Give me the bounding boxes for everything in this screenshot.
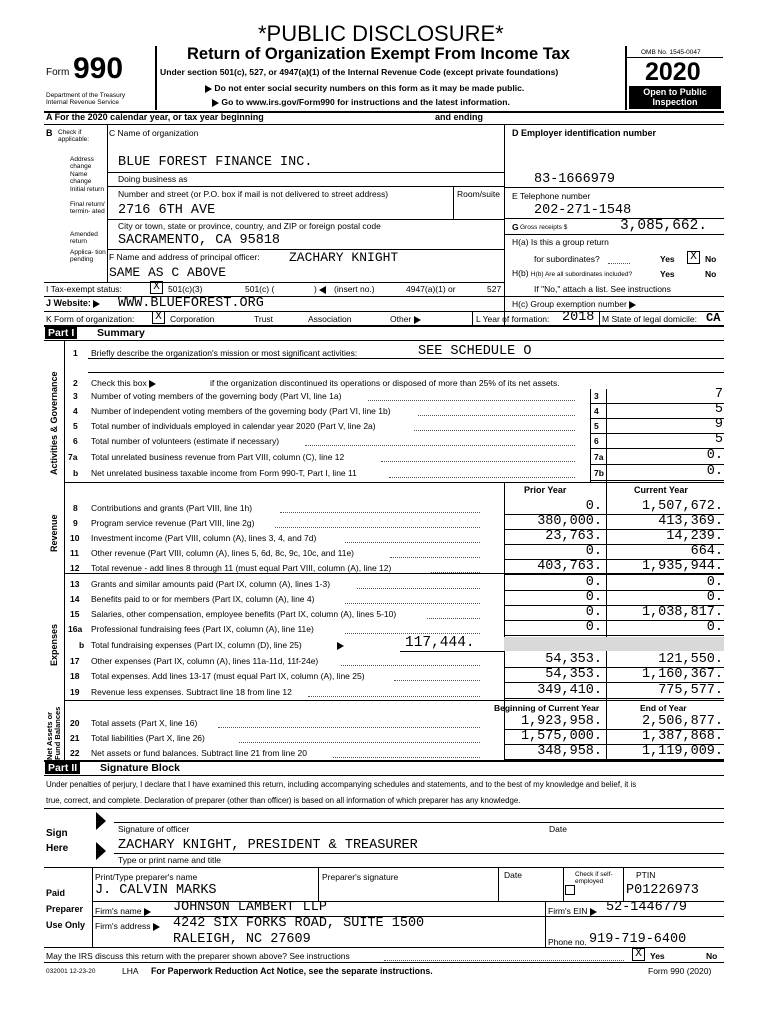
check-if-applicable: Check if applicable: [58, 129, 90, 143]
line2-text: Check this box [91, 378, 156, 388]
fin-line-text: Contributions and grants (Part VIII, line 1h) [91, 503, 253, 513]
line16b-value: 117,444. [405, 635, 475, 651]
discuss-yes-checkbox[interactable]: X [632, 948, 645, 961]
fin-line-text: Benefits paid to or for members (Part IX, column (A), line 4) [91, 594, 315, 604]
eoy-header: End of Year [640, 703, 687, 713]
year-formation-label: L Year of formation: [476, 314, 550, 324]
fin-current-value: 1,387,868. [641, 729, 723, 744]
discuss-no: No [706, 951, 718, 961]
fin-line-leader [333, 757, 480, 758]
gov-line-text: Net unrelated business taxable income from Form 990-T, Part I, line 11 [91, 468, 357, 478]
firm-address-1: 4242 SIX FORKS ROAD, SUITE 1500 [173, 916, 425, 931]
fin-line-text: Salaries, other compensation, employee benefits (Part IX, column (A), lines 5-10) [91, 609, 397, 619]
ein-label: D Employer identification number [512, 128, 657, 138]
arrow-icon [414, 316, 421, 324]
fin-prior-value: 349,410. [537, 683, 602, 698]
fin-line-leader [345, 542, 480, 543]
gov-line-num: 5 [73, 421, 78, 431]
gov-line-value: 9 [714, 417, 723, 432]
gov-line-box: 7a [594, 452, 604, 462]
street-label: Number and street (or P.O. box if mail is not delivered to street address) [118, 189, 389, 199]
501c3-checkbox[interactable]: X [150, 281, 163, 294]
fin-current-value: 1,935,944. [641, 559, 723, 574]
instructions-note: Go to www.irs.gov/Form990 for instructions and the latest information. [212, 97, 510, 107]
gov-line-box: 5 [594, 421, 599, 431]
phone-no-label: Phone no. [548, 937, 587, 947]
preparer-label: Preparer [46, 904, 84, 914]
g-label: G [512, 222, 519, 232]
gov-line-box: 3 [594, 391, 599, 401]
4947-label: 4947(a)(1) or [406, 284, 456, 294]
fin-prior-value: 0. [585, 605, 602, 620]
fin-line-leader [394, 680, 480, 681]
arrow-icon [337, 642, 344, 650]
ha-yes: Yes [660, 254, 675, 264]
firm-name: JOHNSON LAMBERT LLP [173, 900, 327, 915]
fin-current-value: 1,507,672. [641, 499, 723, 514]
type-name-label: Type or print name and title [118, 855, 222, 865]
fin-current-value: 0. [706, 590, 723, 605]
sign-arrow-icon [96, 842, 106, 860]
association-label: Association [308, 314, 352, 324]
fin-line-leader [341, 665, 480, 666]
fin-line-rule [504, 635, 724, 636]
fin-prior-value: 403,763. [537, 559, 602, 574]
hb-yes: Yes [660, 269, 675, 279]
fin-current-value: 14,239. [666, 529, 723, 544]
line-a: A For the 2020 calendar year, or tax year beginning [46, 112, 264, 122]
public-disclosure: *PUBLIC DISCLOSURE* [258, 21, 504, 46]
line2-rest: if the organization discontinued its operations or disposed of more than 25% of its net assets. [210, 378, 560, 388]
fin-line-text: Total assets (Part X, line 16) [91, 718, 198, 728]
501c3-label: 501(c)(3) [168, 284, 203, 294]
fin-prior-value: 1,575,000. [520, 729, 602, 744]
officer-address: SAME AS C ABOVE [109, 265, 227, 280]
fin-line-num: 18 [70, 671, 80, 681]
arrow-icon [212, 99, 219, 107]
sign-arrow-icon [96, 812, 106, 830]
fin-line-leader [218, 727, 480, 728]
fin-prior-value: 54,353. [545, 667, 602, 682]
street-address: 2716 6TH AVE [118, 203, 216, 218]
state-domicile-label: M State of legal domicile: [602, 314, 697, 324]
dba-label: Doing business as [118, 174, 188, 184]
corporation-label: Corporation [170, 314, 215, 324]
lha: LHA [122, 966, 139, 976]
fin-line-leader [308, 696, 480, 697]
ha-sub: for subordinates? [534, 254, 600, 264]
fin-line-num: 9 [73, 518, 78, 528]
omb-number: OMB No. 1545-0047 [641, 49, 701, 56]
open-to-public-box: Open to Public Inspection [629, 86, 721, 109]
self-employed-label: Check if self-employed [575, 871, 613, 885]
arrow-icon [629, 301, 636, 309]
form-label: Form [46, 67, 70, 78]
fin-line-rule [504, 574, 724, 575]
fin-line-text: Revenue less expenses. Subtract line 18 from line 12 [91, 687, 292, 697]
preparer-name: J. CALVIN MARKS [95, 883, 217, 898]
prior-year-header: Prior Year [524, 485, 567, 495]
b-name-change[interactable]: Name change [70, 171, 92, 185]
org-name: BLUE FOREST FINANCE INC. [118, 155, 313, 170]
arrow-icon [153, 923, 160, 931]
gov-line-num: 3 [73, 391, 78, 401]
side-expenses: Expenses [49, 623, 59, 666]
preparer-date-label: Date [504, 870, 522, 880]
use-only-label: Use Only [46, 920, 86, 930]
fin-line-num: 21 [70, 733, 80, 743]
fin-line-rule [504, 759, 724, 760]
gov-line-value: 0. [706, 448, 723, 463]
sign-label: Sign [46, 828, 68, 839]
state-domicile: CA [706, 311, 721, 325]
fin-line-num: 16a [68, 624, 83, 634]
penalty-text-1: Under penalties of perjury, I declare that I have examined this return, including accompanying schedules and statements, and to the best of my knowledge and belief, it is [46, 780, 637, 789]
hb-label: H(b) H(b) Are all subordinates included? [512, 268, 633, 278]
527-label: 527 [487, 284, 502, 294]
gov-line-leader [389, 477, 575, 478]
dept-irs: Internal Revenue Service [46, 99, 119, 106]
section-b-label: B [46, 128, 53, 138]
form-of-org-label: K Form of organization: [46, 314, 135, 324]
gov-line-value: 7 [714, 387, 723, 402]
fin-current-value: 0. [706, 620, 723, 635]
line1-value: SEE SCHEDULE O [418, 344, 532, 359]
fin-line-text: Net assets or fund balances. Subtract line 21 from line 20 [91, 748, 307, 758]
arrow-icon [149, 380, 156, 388]
fin-prior-value: 0. [585, 620, 602, 635]
insert-no-label: (insert no.) [334, 284, 375, 294]
penalty-text-2: true, correct, and complete. Declaration of preparer (other than officer) is based on all information of which preparer has any knowledge. [46, 796, 521, 805]
firm-address-2: RALEIGH, NC 27609 [173, 932, 311, 947]
gov-line-text: Total number of volunteers (estimate if necessary) [91, 436, 280, 446]
website-label: J Website: [46, 298, 100, 308]
gross-receipts-label: Gross receipts $ [520, 224, 568, 231]
gov-line-num: b [73, 468, 79, 478]
hc-label: H(c) Group exemption number [512, 299, 636, 309]
arrow-icon [319, 286, 326, 294]
city-state-zip: SACRAMENTO, CA 95818 [118, 233, 281, 248]
gov-line-rule [590, 464, 724, 465]
line2-num: 2 [73, 378, 78, 388]
ptin-label: PTIN [636, 870, 656, 880]
firm-name-label: Firm's name [95, 906, 151, 916]
fin-prior-value: 348,958. [537, 744, 602, 759]
gross-receipts: 3,085,662. [620, 218, 708, 234]
signer-name-title[interactable]: ZACHARY KNIGHT, PRESIDENT & TREASURER [118, 838, 418, 853]
line-a-ending: and ending [435, 112, 483, 122]
arrow-icon [93, 300, 100, 308]
ha-no-checkbox[interactable]: X [687, 251, 700, 264]
discuss-yes: Yes [650, 951, 665, 961]
gov-line-box: 7b [594, 468, 604, 478]
fin-current-value: 664. [690, 544, 723, 559]
side-activities-governance: Activities & Governance [49, 371, 59, 475]
fin-line-leader [239, 742, 481, 743]
arrow-icon [590, 908, 597, 916]
trust-label: Trust [254, 314, 274, 324]
gov-line-value: 5 [714, 432, 723, 447]
firm-ein-label: Firm's EIN [548, 906, 597, 916]
city-label: City or town, state or province, country, and ZIP or foreign postal code [118, 221, 381, 231]
discuss-question: May the IRS discuss this return with the preparer shown above? See instructions [46, 951, 350, 961]
form-number: 990 [73, 52, 124, 85]
ssn-note: Do not enter social security numbers on this form as it may be made public. [205, 83, 524, 93]
gov-line-rule [590, 403, 724, 404]
fin-line-num: 19 [70, 687, 80, 697]
gov-line-num: 4 [73, 406, 78, 416]
fin-current-value: 413,369. [658, 514, 723, 529]
ha-label: H(a) Is this a group return [512, 237, 609, 247]
tax-exempt-label: I Tax-exempt status: [46, 284, 122, 294]
gov-line-leader [305, 445, 575, 446]
fin-line-num: 12 [70, 563, 80, 573]
fin-current-value: 1,160,367. [641, 667, 723, 682]
b-address-change[interactable]: Address change [70, 156, 94, 170]
fin-line-text: Grants and similar amounts paid (Part IX, column (A), lines 1-3) [91, 579, 331, 589]
fin-current-value: 1,119,009. [641, 744, 723, 759]
corporation-checkbox[interactable]: X [152, 311, 165, 324]
firm-address-label: Firm's address [95, 921, 160, 931]
fin-line-text: Other revenue (Part VIII, column (A), lines 5, 6d, 8c, 9c, 10c, and 11e) [91, 548, 354, 558]
fin-prior-value: 0. [585, 544, 602, 559]
fin-line-text: Other expenses (Part IX, column (A), lines 11a-11d, 11f-24e) [91, 656, 319, 666]
fin-prior-value: 0. [585, 499, 602, 514]
fin-line-leader [431, 572, 480, 573]
boy-header: Beginning of Current Year [494, 703, 600, 713]
part2-title: Signature Block [100, 762, 180, 774]
other-label: Other [390, 314, 421, 324]
fin-line-num: b [79, 640, 85, 650]
gov-line-text: Number of voting members of the governing body (Part VI, line 1a) [91, 391, 342, 401]
gov-line-leader [368, 400, 575, 401]
ein: 83-1666979 [534, 172, 616, 187]
gov-line-text: Total number of individuals employed in calendar year 2020 (Part V, line 2a) [91, 421, 376, 431]
year-formation: 2018 [562, 310, 595, 325]
self-employed-checkbox[interactable] [565, 885, 575, 895]
fin-line-text: Total expenses. Add lines 13-17 (must equal Part IX, column (A), line 25) [91, 671, 365, 681]
fin-prior-value: 1,923,958. [520, 714, 602, 729]
fin-prior-value: 380,000. [537, 514, 602, 529]
telephone-label: E Telephone number [512, 191, 591, 201]
fin-prior-value: 54,353. [545, 652, 602, 667]
paid-label: Paid [46, 888, 66, 898]
gov-line-num: 7a [68, 452, 78, 462]
signature-date-label: Date [549, 824, 567, 834]
paperwork-notice: For Paperwork Reduction Act Notice, see the separate instructions. [151, 966, 433, 976]
fin-line-num: 22 [70, 748, 80, 758]
b-initial-return[interactable]: Initial return [70, 186, 104, 193]
arrow-icon [205, 85, 212, 93]
fin-line-num: 10 [70, 533, 80, 543]
hb-note: If "No," attach a list. See instructions [534, 284, 671, 294]
gov-line-value: 5 [714, 402, 723, 417]
gov-line-text: Number of independent voting members of the governing body (Part VI, line 1b) [91, 406, 391, 416]
gov-line-leader [418, 415, 575, 416]
gov-line-num: 6 [73, 436, 78, 446]
gov-line-rule [590, 418, 724, 419]
fin-line-num: 15 [70, 609, 80, 619]
fin-line-num: 8 [73, 503, 78, 513]
gov-line-rule [590, 433, 724, 434]
preparer-signature-label: Preparer's signature [322, 872, 399, 882]
room-suite-label: Room/suite [457, 189, 500, 199]
telephone: 202-271-1548 [534, 203, 632, 218]
preparer-phone: 919-719-6400 [589, 932, 687, 947]
form-code: 032001 12-23-20 [46, 968, 96, 975]
fin-line-leader [275, 527, 480, 528]
side-revenue: Revenue [49, 514, 59, 552]
fin-current-value: 2,506,877. [641, 714, 723, 729]
gov-line-rule [590, 448, 724, 449]
line16b-rule [400, 651, 504, 652]
firm-ein: 52-1446779 [606, 900, 688, 915]
principal-officer-label: F Name and address of principal officer: [109, 252, 260, 262]
line1-label: Briefly describe the organization's mission or most significant activities: [91, 348, 358, 358]
signature-officer-label: Signature of officer [118, 824, 190, 834]
preparer-name-label: Print/Type preparer's name [95, 872, 198, 882]
fin-current-value: 1,038,817. [641, 605, 723, 620]
fin-line-text: Total revenue - add lines 8 through 11 (must equal Part VIII, column (A), line 12) [91, 563, 392, 573]
side-net-assets: Net Assets or Fund Balances [45, 706, 62, 760]
fin-line-rule [504, 698, 724, 699]
form-title: Return of Organization Exempt From Income Tax [187, 45, 570, 63]
fin-line-leader [357, 588, 480, 589]
fin-line-text: Professional fundraising fees (Part IX, column (A), line 11e) [91, 624, 314, 634]
501c-close: ) [314, 284, 326, 294]
line16b-text: Total fundraising expenses (Part IX, column (D), line 25) [91, 640, 344, 650]
fin-line-leader [390, 557, 480, 558]
part1-title: Summary [97, 327, 145, 339]
part2-label: Part II [45, 762, 80, 774]
fin-line-num: 20 [70, 718, 80, 728]
fin-line-rule [504, 620, 724, 621]
fin-line-leader [280, 512, 481, 513]
b-application-pending[interactable]: Applica- tion pending [70, 249, 106, 263]
arrow-icon [144, 908, 151, 916]
fin-line-rule [504, 590, 724, 591]
hb-no: No [705, 269, 717, 279]
fin-current-value: 775,577. [658, 683, 723, 698]
501c-label: 501(c) ( [245, 284, 275, 294]
fin-prior-value: 23,763. [545, 529, 602, 544]
here-label: Here [46, 843, 69, 854]
b-final-return[interactable]: Final return/ termin- ated [70, 201, 105, 215]
website: WWW.BLUEFOREST.ORG [118, 296, 264, 311]
ptin: P01226973 [626, 883, 699, 898]
gov-line-text: Total unrelated business revenue from Part VIII, column (C), line 12 [91, 452, 345, 462]
fin-prior-value: 0. [585, 575, 602, 590]
tax-year: 2020 [645, 58, 701, 86]
fin-prior-value: 0. [585, 590, 602, 605]
gov-line-box: 4 [594, 406, 599, 416]
fin-line-leader [345, 633, 480, 634]
gov-line-leader [414, 430, 575, 431]
fin-line-num: 14 [70, 594, 80, 604]
fin-current-value: 0. [706, 575, 723, 590]
fin-line-leader [427, 618, 480, 619]
part1-label: Part I [45, 327, 77, 339]
dept-treasury: Department of the Treasury [46, 92, 126, 99]
form-footer: Form 990 (2020) [648, 966, 712, 976]
fin-line-text: Program service revenue (Part VIII, line 2g) [91, 518, 255, 528]
fin-line-num: 17 [70, 656, 80, 666]
gov-line-rule [590, 480, 724, 481]
org-name-label: C Name of organization [109, 128, 199, 138]
fin-line-text: Investment income (Part VIII, column (A), lines 3, 4, and 7d) [91, 533, 317, 543]
fin-line-num: 11 [70, 548, 79, 558]
form-subtitle: Under section 501(c), 527, or 4947(a)(1) of the Internal Revenue Code (except private foundations) [160, 67, 559, 77]
line1-num: 1 [73, 348, 78, 358]
principal-officer: ZACHARY KNIGHT [289, 250, 399, 265]
fin-current-value: 121,550. [658, 652, 723, 667]
fin-line-leader [345, 603, 480, 604]
gov-line-leader [381, 461, 575, 462]
gov-line-box: 6 [594, 436, 599, 446]
ha-no: No [705, 254, 717, 264]
fin-line-num: 13 [70, 579, 80, 589]
current-year-header: Current Year [634, 485, 688, 495]
fin-line-text: Total liabilities (Part X, line 26) [91, 733, 205, 743]
gov-line-value: 0. [706, 464, 723, 479]
b-amended-return[interactable]: Amended return [70, 231, 98, 245]
